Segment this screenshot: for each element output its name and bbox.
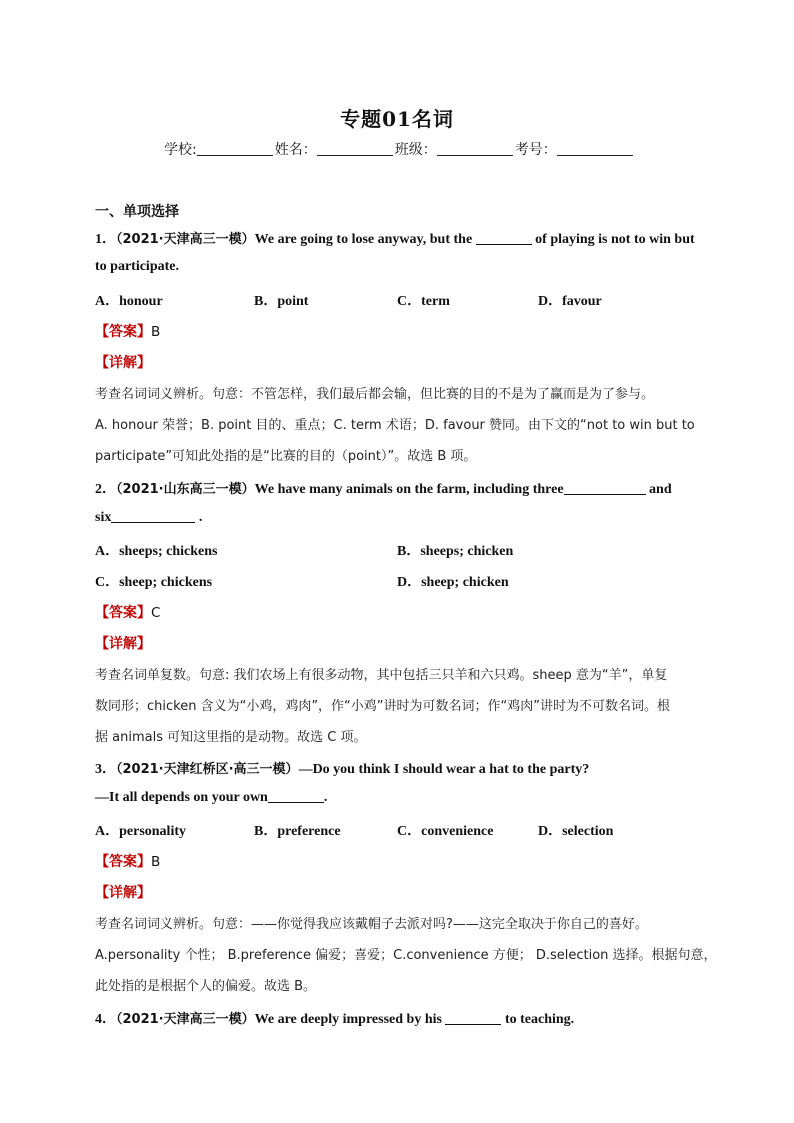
- q2-explanation-1: 考查名词单复数。句意: 我们农场上有很多动物，其中包括三只羊和六只鸡。sheep 意为“羊”，单复: [95, 668, 668, 683]
- question-text: —It all depends on your own: [95, 790, 268, 805]
- question-text: We have many animals on the farm, including three: [254, 482, 564, 497]
- answer-blank: [564, 481, 646, 495]
- question-source: （2021·山东高三一模）: [116, 482, 255, 497]
- answer-label: 【答案】: [95, 605, 151, 621]
- q2-option-c: C．sheep; chickens: [95, 575, 213, 590]
- question-source: （2021·天津高三一模）: [116, 232, 255, 247]
- detail-label: 【详解】: [95, 636, 151, 652]
- answer-blank: [476, 231, 532, 245]
- q1-option-d: D．favour: [538, 294, 602, 309]
- question-text: We are deeply impressed by his: [254, 1012, 446, 1027]
- q3-explanation-1: 考查名词词义辨析。句意：——你觉得我应该戴帽子去派对吗?——这完全取决于你自己的喜好。: [95, 917, 648, 932]
- question-1-line-1: [95, 228, 695, 248]
- name-blank[interactable]: [317, 141, 393, 156]
- q2-explanation-2: 数同形；chicken 含义为“小鸡，鸡肉”，作“小鸡”讲时为可数名词；作“鸡肉”讲时为不可数名词。根: [95, 699, 670, 714]
- q3-explanation-2: A.personality 个性； B.preference 偏爱；喜爱；C.convenience 方便； D.selection 选择。根据句意，: [95, 948, 717, 963]
- page-title: 专题01名词: [340, 107, 454, 131]
- q3-explanation-3: 此处指的是根据个人的偏爱。故选 B。: [95, 979, 317, 994]
- q3-option-d: D．selection: [538, 824, 614, 839]
- q1-option-c: C．term: [397, 294, 450, 309]
- question-number: 3．: [95, 762, 116, 777]
- detail-label: 【详解】: [95, 355, 151, 371]
- q1-explanation-2: A. honour 荣誉；B. point 目的、重点；C. term 术语；D. favour 赞同。由下文的“not to win but to: [95, 418, 695, 433]
- question-text: and: [645, 482, 672, 497]
- q2-answer: [95, 602, 160, 622]
- q3-option-c: C．convenience: [397, 824, 494, 839]
- q3-option-a: A．personality: [95, 824, 186, 839]
- q2-option-a: A．sheeps; chickens: [95, 544, 218, 559]
- question-3-line-2: [95, 789, 327, 806]
- section-heading: 一、单项选择: [95, 204, 179, 220]
- name-label: 姓名：: [274, 142, 317, 158]
- answer-blank: [268, 789, 324, 803]
- student-info-line: [164, 139, 635, 159]
- school-blank[interactable]: [197, 141, 273, 156]
- school-label: 学校:: [164, 142, 197, 158]
- question-source: （2021·天津高三一模）: [116, 1012, 255, 1027]
- q3-detail-label: [95, 882, 151, 902]
- answer-label: 【答案】: [95, 854, 151, 870]
- answer-value: B: [151, 324, 161, 340]
- question-text: of playing is not to win but: [531, 232, 695, 247]
- q1-option-a: A．honour: [95, 294, 163, 309]
- question-4-line-1: [95, 1008, 574, 1028]
- number-blank[interactable]: [557, 141, 633, 156]
- question-number: 2．: [95, 482, 116, 497]
- q2-option-d: D．sheep; chicken: [397, 575, 509, 590]
- q1-answer: [95, 321, 160, 341]
- question-2-line-1: [95, 478, 672, 498]
- question-number: 4．: [95, 1012, 116, 1027]
- question-number: 1．: [95, 232, 116, 247]
- question-source: （2021·天津红桥区·高三一模）: [116, 762, 299, 777]
- q1-option-b: B．point: [254, 294, 309, 309]
- q1-detail-label: [95, 352, 151, 372]
- q3-answer: [95, 851, 160, 871]
- question-2-line-2: [95, 509, 202, 526]
- q3-option-b: B．preference: [254, 824, 341, 839]
- q2-detail-label: [95, 633, 151, 653]
- question-1-line-2: to participate.: [95, 259, 179, 274]
- q2-explanation-3: 据 animals 可知这里指的是动物。故选 C 项。: [95, 730, 367, 745]
- question-text: —Do you think I should wear a hat to the party?: [298, 762, 590, 777]
- answer-label: 【答案】: [95, 324, 151, 340]
- question-text: .: [195, 510, 203, 525]
- q2-option-b: B．sheeps; chicken: [397, 544, 514, 559]
- class-blank[interactable]: [437, 141, 513, 156]
- question-text: We are going to lose anyway, but the: [254, 232, 476, 247]
- question-text: to teaching.: [501, 1012, 575, 1027]
- q1-explanation-1: 考查名词词义辨析。句意：不管怎样，我们最后都会输，但比赛的目的不是为了赢而是为了参与。: [95, 387, 655, 402]
- question-3-line-1: [95, 758, 589, 778]
- answer-blank: [111, 509, 195, 523]
- detail-label: 【详解】: [95, 885, 151, 901]
- q1-explanation-3: participate”可知此处指的是“比赛的目的（point）”。故选 B 项。: [95, 449, 477, 464]
- answer-value: C: [151, 605, 161, 621]
- question-text: six: [95, 510, 112, 525]
- answer-blank: [445, 1011, 501, 1025]
- class-label: 班级：: [394, 142, 437, 158]
- question-text: .: [323, 790, 328, 805]
- number-label: 考号：: [514, 142, 557, 158]
- answer-value: B: [151, 854, 161, 870]
